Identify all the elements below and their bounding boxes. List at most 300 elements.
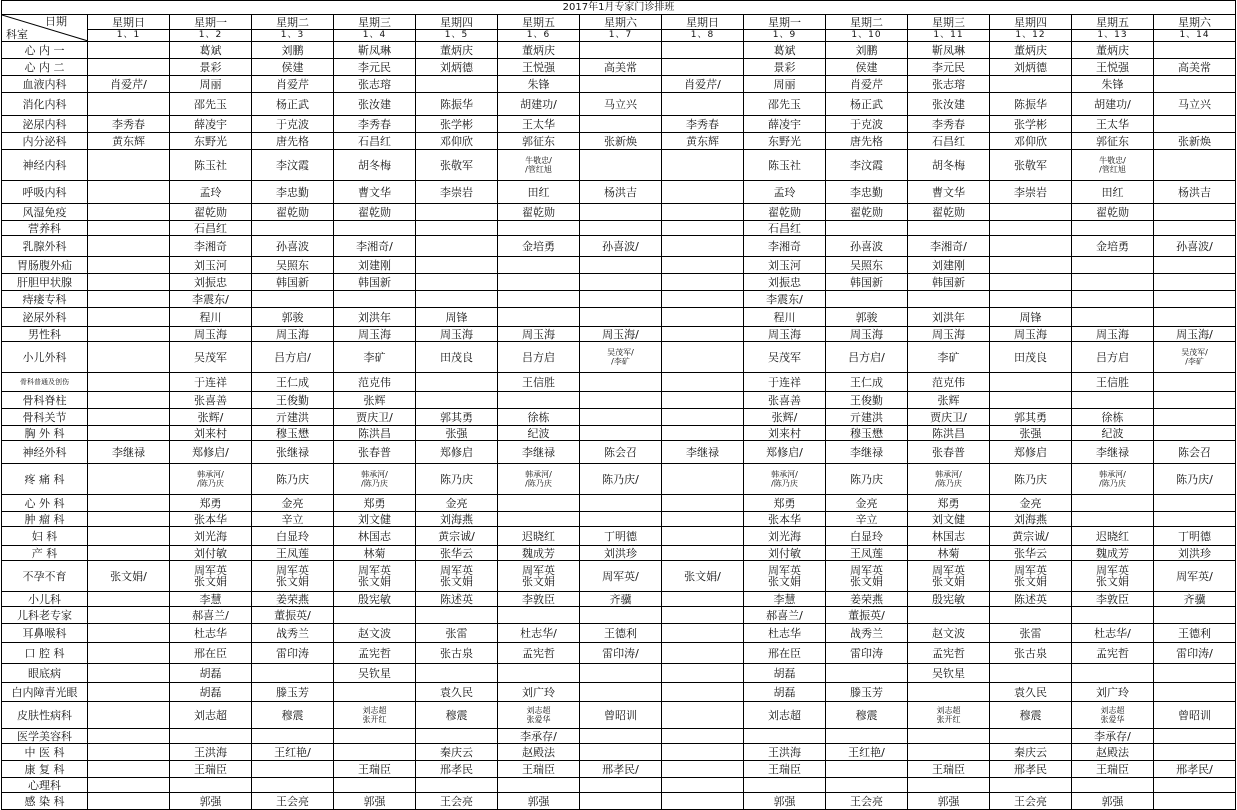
schedule-cell (498, 778, 580, 793)
schedule-cell (1154, 778, 1236, 793)
schedule-cell (662, 93, 744, 116)
schedule-cell (498, 274, 580, 291)
schedule-cell (88, 236, 170, 257)
doctor-name: 周军英 张文娟 (768, 564, 801, 588)
schedule-cell (1154, 93, 1236, 116)
doctor-name: 李汶霞 (850, 158, 883, 172)
schedule-table (1, 0, 1236, 810)
weekday-cell: 星期六 (580, 15, 662, 30)
dept-name-cell (2, 441, 88, 464)
doctor-name: 白显玲 (850, 529, 883, 543)
schedule-cell (416, 373, 498, 392)
doctor-name: 张雷 (1019, 626, 1042, 640)
schedule-cell (416, 761, 498, 778)
dept-name: 神经内科 (22, 158, 67, 172)
schedule-cell (908, 512, 990, 527)
schedule-cell (1072, 150, 1154, 181)
schedule-cell (826, 527, 908, 546)
title-row (2, 1, 1236, 15)
doctor-name: 战秀兰 (850, 626, 883, 640)
doctor-name: 唐先格 (276, 134, 309, 148)
doctor-name: 田茂良 (1014, 350, 1047, 364)
schedule-cell (1072, 93, 1154, 116)
schedule-cell (252, 793, 334, 810)
schedule-cell (416, 778, 498, 793)
schedule-cell (1154, 495, 1236, 512)
schedule-cell (1154, 527, 1236, 546)
schedule-cell (498, 93, 580, 116)
doctor-name: 刘文健 (932, 512, 965, 526)
schedule-cell (416, 793, 498, 810)
doctor-name: 杜志华/ (1094, 626, 1131, 640)
table-row (2, 592, 1236, 607)
doctor-name: 李继禄 (112, 445, 145, 459)
schedule-cell (908, 373, 990, 392)
schedule-cell (334, 93, 416, 116)
schedule-cell (334, 42, 416, 59)
schedule-cell (662, 221, 744, 236)
doctor-name: 范克伟 (932, 375, 965, 389)
table-row (2, 116, 1236, 133)
schedule-cell (416, 116, 498, 133)
schedule-cell (1154, 643, 1236, 664)
schedule-cell (580, 409, 662, 426)
doctor-name: 王洪海 (768, 745, 801, 759)
schedule-cell (826, 236, 908, 257)
doctor-name: 曾昭训 (1178, 708, 1212, 722)
schedule-cell (252, 274, 334, 291)
schedule-cell (826, 683, 908, 702)
schedule-cell (498, 133, 580, 150)
schedule-cell (416, 308, 498, 327)
doctor-name: 贾庆卫/ (356, 410, 393, 424)
date-cell: 1、4 (334, 30, 416, 42)
schedule-cell (1072, 373, 1154, 392)
schedule-cell (990, 59, 1072, 76)
schedule-cell (170, 546, 252, 561)
table-row (2, 561, 1236, 592)
doctor-name: 葛斌 (199, 43, 222, 57)
dept-name: 骨科普通及创伤 (20, 377, 69, 386)
schedule-cell (826, 729, 908, 744)
schedule-cell (1154, 409, 1236, 426)
schedule-cell (1154, 464, 1236, 495)
doctor-name: 吴钦星 (358, 666, 391, 680)
schedule-cell (334, 181, 416, 204)
schedule-cell (252, 512, 334, 527)
schedule-cell (498, 464, 580, 495)
dept-name-cell (2, 133, 88, 150)
schedule-cell (1154, 274, 1236, 291)
schedule-cell (990, 76, 1072, 93)
dept-name: 骨科关节 (22, 410, 67, 424)
doctor-name: 周军英 张文娟 (1014, 564, 1047, 588)
schedule-cell (1154, 150, 1236, 181)
schedule-cell (88, 221, 170, 236)
schedule-cell (662, 778, 744, 793)
schedule-cell (662, 204, 744, 221)
dept-name-cell (2, 778, 88, 793)
schedule-cell (580, 150, 662, 181)
date-cell: 1、13 (1072, 30, 1154, 42)
weekday-cell: 星期四 (416, 15, 498, 30)
schedule-cell (580, 546, 662, 561)
schedule-cell (334, 409, 416, 426)
doctor-name: 郭强 (773, 794, 796, 808)
doctor-name: 周玉海 (1096, 327, 1129, 341)
schedule-cell (744, 643, 826, 664)
schedule-cell (580, 778, 662, 793)
schedule-cell (744, 93, 826, 116)
schedule-cell (498, 257, 580, 274)
schedule-cell (826, 204, 908, 221)
schedule-cell (498, 42, 580, 59)
schedule-cell (580, 683, 662, 702)
dept-name: 骨科脊柱 (22, 393, 67, 407)
schedule-body (2, 42, 1236, 810)
doctor-name: 郑勇 (363, 496, 386, 510)
schedule-cell (908, 464, 990, 495)
schedule-cell (662, 392, 744, 409)
weekday-cell: 星期六 (1154, 15, 1236, 30)
dept-name-cell (2, 607, 88, 624)
schedule-cell (580, 495, 662, 512)
doctor-name: 郑修启/ (192, 445, 229, 459)
schedule-cell (416, 409, 498, 426)
doctor-name: 刘鹏 (281, 43, 304, 57)
schedule-cell (88, 257, 170, 274)
doctor-name: 周玉海 (850, 327, 883, 341)
schedule-cell (170, 236, 252, 257)
schedule-cell (744, 59, 826, 76)
schedule-cell (498, 236, 580, 257)
dept-name: 内分泌科 (22, 134, 67, 148)
doctor-name: 李崇岩 (1014, 185, 1047, 199)
doctor-name: 邢孝民 (1014, 762, 1047, 776)
doctor-name: 林国志 (358, 529, 391, 543)
doctor-name: 张新焕 (604, 134, 637, 148)
doctor-name: 秦庆云 (440, 745, 473, 759)
schedule-cell (88, 683, 170, 702)
schedule-cell (252, 59, 334, 76)
date-cell: 1、9 (744, 30, 826, 42)
schedule-cell (170, 76, 252, 93)
schedule-cell (498, 116, 580, 133)
doctor-name: 周玉海 (522, 327, 555, 341)
schedule-cell (1072, 76, 1154, 93)
dept-name: 营养科 (28, 221, 61, 235)
dept-name: 皮肤性病科 (17, 708, 72, 722)
schedule-cell (334, 643, 416, 664)
schedule-cell (744, 392, 826, 409)
schedule-cell (1154, 181, 1236, 204)
schedule-cell (744, 546, 826, 561)
doctor-name: 李慧 (199, 592, 222, 606)
doctor-name: 李继禄 (1096, 445, 1129, 459)
schedule-cell (990, 527, 1072, 546)
doctor-name: 牛敬忠/ /管红旭 (1099, 156, 1126, 174)
doctor-name: 韩国新 (276, 275, 309, 289)
schedule-cell (1154, 702, 1236, 729)
doctor-name: 周军英 张文娟 (440, 564, 473, 588)
schedule-cell (744, 729, 826, 744)
doctor-name: 雷印涛/ (1176, 646, 1213, 660)
schedule-cell (662, 624, 744, 643)
schedule-cell (1154, 373, 1236, 392)
doctor-name: 胡冬梅 (932, 158, 965, 172)
doctor-name: 林菊 (937, 546, 960, 560)
doctor-name: 景彩 (199, 60, 222, 74)
schedule-cell (252, 624, 334, 643)
schedule-cell (662, 495, 744, 512)
schedule-cell (334, 702, 416, 729)
dept-name-cell (2, 150, 88, 181)
doctor-name: 张喜善 (768, 393, 801, 407)
doctor-name: 吴照东 (850, 258, 883, 272)
schedule-cell (908, 204, 990, 221)
schedule-cell (416, 150, 498, 181)
schedule-cell (88, 308, 170, 327)
schedule-cell (1154, 664, 1236, 683)
doctor-name: 董炳庆 (522, 43, 555, 57)
doctor-name: 滕玉芳 (276, 685, 309, 699)
doctor-name: 周玉海 (768, 327, 801, 341)
doctor-name: 王瑞臣 (194, 762, 227, 776)
date-cell: 1、10 (826, 30, 908, 42)
doctor-name: 于克波 (276, 117, 309, 131)
schedule-cell (498, 561, 580, 592)
schedule-cell (580, 527, 662, 546)
schedule-cell (416, 624, 498, 643)
schedule-cell (744, 426, 826, 441)
schedule-cell (744, 133, 826, 150)
weekday-cell: 星期四 (990, 15, 1072, 30)
schedule-cell (498, 426, 580, 441)
schedule-cell (252, 527, 334, 546)
doctor-name: 李崇岩 (440, 185, 473, 199)
doctor-name: 黄东辉 (686, 134, 719, 148)
schedule-cell (170, 495, 252, 512)
schedule-cell (416, 221, 498, 236)
schedule-cell (252, 116, 334, 133)
doctor-name: 王凤莲 (850, 546, 883, 560)
schedule-cell (498, 392, 580, 409)
schedule-cell (580, 729, 662, 744)
schedule-cell (908, 392, 990, 409)
schedule-cell (170, 204, 252, 221)
schedule-cell (1154, 546, 1236, 561)
schedule-cell (990, 761, 1072, 778)
table-row (2, 76, 1236, 93)
doctor-name: 李秀春 (932, 117, 965, 131)
doctor-name: 邓仰欣 (1014, 134, 1047, 148)
doctor-name: 孟宪哲 (522, 646, 555, 660)
schedule-cell (334, 76, 416, 93)
schedule-cell (990, 133, 1072, 150)
doctor-name: 刘振忠 (194, 275, 227, 289)
doctor-name: 辛立 (855, 512, 878, 526)
doctor-name: 吕方启 (522, 350, 555, 364)
schedule-cell (252, 291, 334, 308)
doctor-name: 邵先玉 (768, 97, 801, 111)
schedule-cell (662, 181, 744, 204)
schedule-cell (908, 683, 990, 702)
date-axis-label: 日期 (45, 15, 67, 28)
schedule-cell (498, 327, 580, 342)
schedule-cell (1154, 342, 1236, 373)
doctor-name: 王太华 (1096, 117, 1129, 131)
schedule-cell (170, 327, 252, 342)
doctor-name: 韩国新 (932, 275, 965, 289)
doctor-name: 陈述英 (1014, 592, 1047, 606)
doctor-name: 张汝建 (358, 97, 391, 111)
schedule-cell (1154, 793, 1236, 810)
table-row (2, 150, 1236, 181)
schedule-cell (334, 607, 416, 624)
schedule-cell (252, 42, 334, 59)
schedule-cell (744, 308, 826, 327)
schedule-cell (334, 373, 416, 392)
doctor-name: 刘洪年 (358, 310, 391, 324)
doctor-name: 王会亮 (276, 794, 309, 808)
doctor-name: 李湘奇/ (930, 239, 967, 253)
dept-name: 胸 外 科 (24, 426, 65, 440)
doctor-name: 陈振华 (440, 97, 473, 111)
schedule-cell (662, 236, 744, 257)
schedule-cell (990, 291, 1072, 308)
schedule-cell (990, 702, 1072, 729)
schedule-cell (1072, 464, 1154, 495)
date-cell: 1、12 (990, 30, 1072, 42)
doctor-name: 张春普 (358, 445, 391, 459)
schedule-cell (498, 291, 580, 308)
schedule-cell (416, 546, 498, 561)
schedule-cell (334, 116, 416, 133)
doctor-name: 纪波 (527, 426, 550, 440)
doctor-name: 刘志超 (768, 708, 801, 722)
schedule-cell (990, 426, 1072, 441)
schedule-cell (334, 464, 416, 495)
dept-name-cell (2, 409, 88, 426)
schedule-cell (908, 181, 990, 204)
schedule-cell (580, 561, 662, 592)
dept-name: 肝胆甲状腺 (17, 275, 72, 289)
schedule-cell (1072, 744, 1154, 761)
schedule-cell (498, 181, 580, 204)
schedule-cell (170, 702, 252, 729)
schedule-cell (990, 561, 1072, 592)
doctor-name: 韩承河/ /陈乃庆 (525, 470, 552, 488)
schedule-cell (416, 643, 498, 664)
doctor-name: 李承存/ (1094, 729, 1131, 743)
schedule-cell (416, 42, 498, 59)
schedule-cell (826, 373, 908, 392)
schedule-cell (826, 592, 908, 607)
schedule-cell (252, 221, 334, 236)
doctor-name: 李敦臣 (522, 592, 555, 606)
schedule-cell (826, 116, 908, 133)
schedule-cell (1154, 624, 1236, 643)
schedule-cell (416, 744, 498, 761)
schedule-cell (1072, 274, 1154, 291)
schedule-cell (88, 409, 170, 426)
schedule-cell (1154, 133, 1236, 150)
schedule-cell (826, 793, 908, 810)
schedule-cell (334, 624, 416, 643)
schedule-cell (252, 464, 334, 495)
doctor-name: 张学彬 (1014, 117, 1047, 131)
schedule-cell (826, 221, 908, 236)
doctor-name: 周军英 张文娟 (276, 564, 309, 588)
schedule-cell (170, 527, 252, 546)
schedule-cell (252, 426, 334, 441)
schedule-cell (334, 495, 416, 512)
doctor-name: 刘文健 (358, 512, 391, 526)
schedule-cell (498, 495, 580, 512)
schedule-cell (170, 291, 252, 308)
schedule-cell (170, 221, 252, 236)
schedule-cell (1154, 59, 1236, 76)
schedule-cell (826, 702, 908, 729)
schedule-cell (170, 624, 252, 643)
schedule-cell (1072, 495, 1154, 512)
schedule-cell (990, 495, 1072, 512)
doctor-name: 王悦强 (1096, 60, 1129, 74)
doctor-name: 李继禄 (686, 445, 719, 459)
schedule-cell (170, 643, 252, 664)
schedule-cell (498, 76, 580, 93)
schedule-cell (580, 744, 662, 761)
schedule-cell (990, 624, 1072, 643)
dept-name: 眼底病 (28, 666, 61, 680)
doctor-name: 王瑞臣 (932, 762, 965, 776)
doctor-name: 刘光海 (194, 529, 227, 543)
schedule-cell (990, 342, 1072, 373)
table-row (2, 181, 1236, 204)
doctor-name: 刘洪年 (932, 310, 965, 324)
doctor-name: 黄宗诚/ (1012, 529, 1049, 543)
table-row (2, 257, 1236, 274)
doctor-name: 迟晓红 (522, 529, 555, 543)
doctor-name: 郑勇 (199, 496, 222, 510)
dept-name: 心 内 一 (24, 43, 65, 57)
doctor-name: 东野光 (768, 134, 801, 148)
schedule-cell (1072, 793, 1154, 810)
doctor-name: 刘洪珍 (604, 546, 637, 560)
schedule-cell (826, 561, 908, 592)
schedule-cell (908, 643, 990, 664)
doctor-name: 王仁成 (276, 375, 309, 389)
schedule-cell (744, 221, 826, 236)
schedule-cell (88, 373, 170, 392)
schedule-cell (334, 59, 416, 76)
schedule-cell (88, 561, 170, 592)
schedule-cell (498, 441, 580, 464)
schedule-cell (170, 729, 252, 744)
schedule-cell (498, 702, 580, 729)
schedule-cell (252, 546, 334, 561)
schedule-cell (88, 59, 170, 76)
schedule-cell (908, 426, 990, 441)
schedule-cell (1072, 527, 1154, 546)
weekday-cell: 星期三 (334, 15, 416, 30)
doctor-name: 陈乃庆 (440, 472, 473, 486)
date-cell: 1、7 (580, 30, 662, 42)
weekday-cell: 星期日 (88, 15, 170, 30)
schedule-cell (580, 512, 662, 527)
doctor-name: 刘来村 (194, 426, 227, 440)
schedule-cell (580, 76, 662, 93)
